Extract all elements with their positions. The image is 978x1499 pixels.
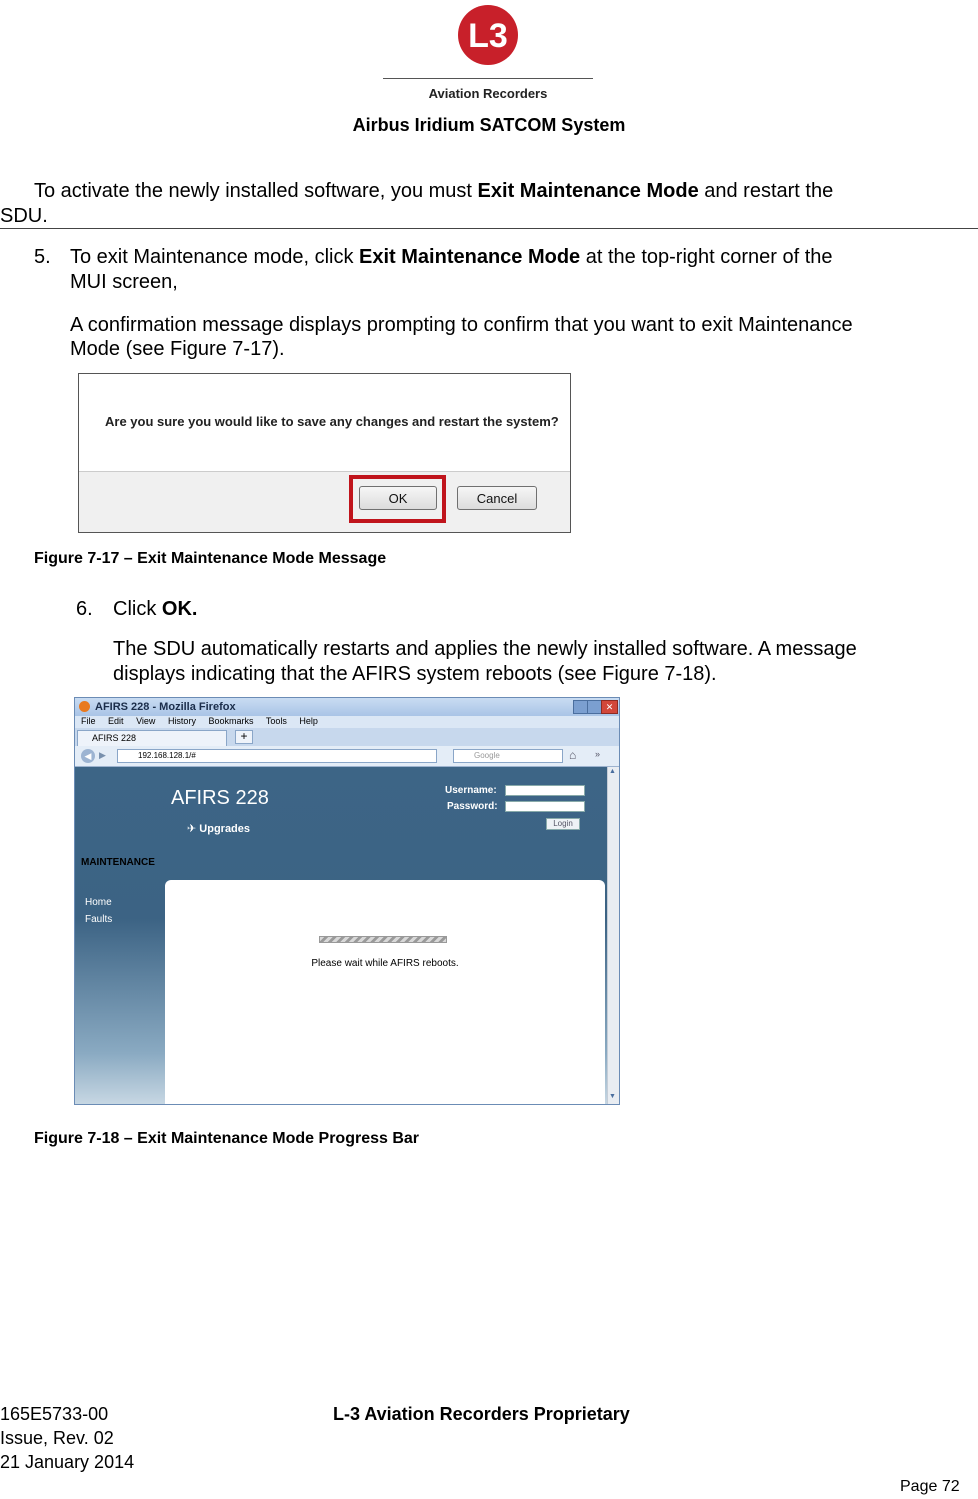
figure17-caption: Figure 7-17 – Exit Maintenance Mode Message <box>34 550 387 567</box>
step5-text-end: at the top-right corner of the <box>580 246 833 268</box>
step6-text: Click <box>113 598 162 620</box>
page-content <box>75 767 607 1104</box>
step6-para-line1: The SDU automatically restarts and applies the newly installed software. A message <box>113 638 857 660</box>
section-divider <box>0 228 978 229</box>
main-panel <box>165 880 605 1104</box>
logo-text: L3 <box>468 17 508 55</box>
intro-paragraph <box>34 179 964 203</box>
maximize-icon[interactable] <box>587 700 602 714</box>
app-title: AFIRS 228 <box>171 787 269 809</box>
menu-edit[interactable]: Edit <box>108 716 124 726</box>
footer-issue: Issue, Rev. 02 <box>0 1428 114 1448</box>
window-title: AFIRS 228 - Mozilla Firefox <box>95 701 236 713</box>
home-icon[interactable]: ⌂ <box>569 748 577 762</box>
password-label: Password: <box>447 801 498 812</box>
forward-icon[interactable]: ▶ <box>99 750 106 760</box>
nav-faults-link[interactable]: Faults <box>85 914 113 925</box>
firefox-icon <box>79 701 90 712</box>
upgrades-label: Upgrades <box>199 823 251 835</box>
airplane-icon: ✈ <box>187 823 197 835</box>
upgrades-link[interactable] <box>187 822 250 835</box>
menu-bookmarks[interactable]: Bookmarks <box>208 716 254 726</box>
menu-bar <box>75 716 619 728</box>
step5-text: To exit Maintenance mode, click <box>70 246 360 268</box>
step5-number: 5. <box>34 246 51 268</box>
dialog-message: Are you sure you would like to save any changes and restart the system? <box>105 414 559 429</box>
password-input[interactable] <box>505 801 585 812</box>
maintenance-heading: MAINTENANCE <box>81 857 155 868</box>
scroll-up-icon[interactable]: ▲ <box>609 768 616 775</box>
figure18-caption: Figure 7-18 – Exit Maintenance Mode Progress Bar <box>34 1130 420 1147</box>
menu-tools[interactable]: Tools <box>265 716 287 726</box>
logo-subtitle: Aviation Recorders <box>428 86 548 101</box>
step6-para-line2: displays indicating that the AFIRS system reboots (see Figure 7-18). <box>113 663 717 685</box>
footer-doc-number: 165E5733-00 <box>0 1404 109 1424</box>
menu-file[interactable]: File <box>81 716 96 726</box>
intro-line2: SDU. <box>0 205 48 227</box>
intro-text-end: and restart the <box>698 180 834 202</box>
cancel-button[interactable]: Cancel <box>457 486 537 510</box>
menu-help[interactable]: Help <box>299 716 318 726</box>
ok-button[interactable]: OK <box>359 486 437 510</box>
progress-bar <box>319 936 447 943</box>
step5-bold: Exit Maintenance Mode <box>359 246 581 268</box>
confirm-dialog <box>78 373 571 533</box>
minimize-icon[interactable] <box>573 700 588 714</box>
tab-bar <box>75 728 619 746</box>
logo-divider <box>383 78 593 79</box>
tab-afirs[interactable]: AFIRS 228 <box>77 730 227 746</box>
firefox-window <box>74 697 620 1105</box>
navigation-bar <box>75 746 619 767</box>
dialog-message-area <box>79 374 570 472</box>
document-title: Airbus Iridium SATCOM System <box>352 115 626 135</box>
step5-para2-line2: Mode (see Figure 7-17). <box>70 338 285 360</box>
url-bar[interactable]: 192.168.128.1/# <box>117 749 437 763</box>
footer-date: 21 January 2014 <box>0 1452 135 1472</box>
vertical-scrollbar[interactable] <box>607 767 619 1104</box>
menu-view[interactable]: View <box>136 716 156 726</box>
intro-bold: Exit Maintenance Mode <box>477 180 699 202</box>
window-titlebar <box>75 698 619 716</box>
intro-text: To activate the newly installed software, you must <box>34 180 478 202</box>
step6-bold: OK. <box>161 598 198 620</box>
footer-page-number: Page 72 <box>900 1478 960 1495</box>
menu-history[interactable]: History <box>167 716 196 726</box>
step5-line2: MUI screen, <box>70 271 178 293</box>
reboot-message: Please wait while AFIRS reboots. <box>311 958 459 969</box>
footer-proprietary: L-3 Aviation Recorders Proprietary <box>333 1404 630 1424</box>
username-input[interactable] <box>505 785 585 796</box>
back-icon[interactable]: ◀ <box>81 749 95 763</box>
menu-chevron-icon[interactable]: » <box>595 749 601 759</box>
l3-logo-graphic <box>453 4 523 66</box>
new-tab-icon[interactable]: + <box>235 730 253 744</box>
username-label: Username: <box>445 785 497 796</box>
search-input[interactable]: Google <box>453 749 563 763</box>
login-button[interactable]: Login <box>546 818 580 830</box>
step5-para2-line1: A confirmation message displays prompting to confirm that you want to exit Maintenance <box>70 314 853 336</box>
close-icon[interactable]: ✕ <box>601 700 618 714</box>
step6-number: 6. <box>76 598 93 620</box>
scroll-down-icon[interactable]: ▼ <box>609 1093 616 1100</box>
step5-line1 <box>70 245 970 269</box>
l3-logo <box>453 4 523 66</box>
nav-home-link[interactable]: Home <box>85 897 112 908</box>
step6-line1 <box>113 597 197 621</box>
